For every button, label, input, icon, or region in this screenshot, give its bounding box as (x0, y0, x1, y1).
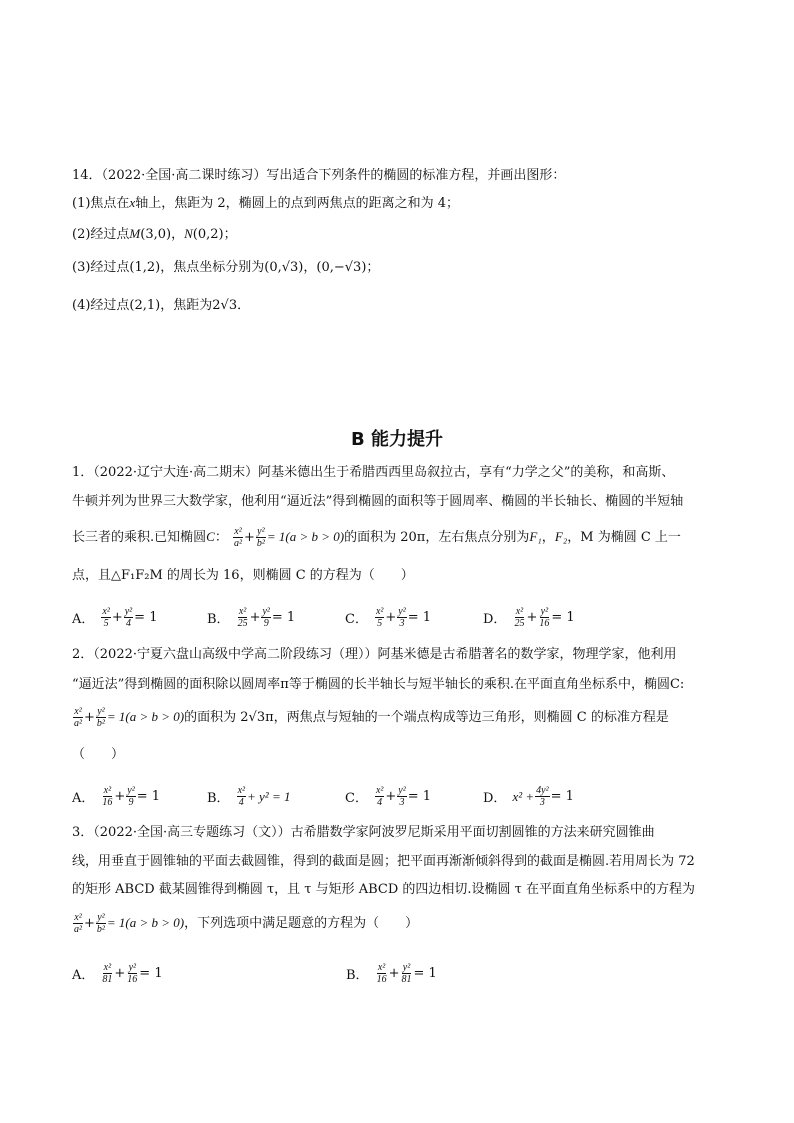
denominator: b² (96, 924, 105, 935)
q1-option-a[interactable] (72, 606, 207, 629)
q3-option-a[interactable] (72, 962, 346, 985)
q2-l3-condition: = 1(a > b > 0) (106, 709, 185, 724)
numerator: x² (103, 962, 112, 973)
q1-option-d[interactable] (483, 606, 575, 629)
plus-sign: + (249, 610, 261, 625)
q2-line-3 (72, 706, 732, 729)
q14-c2-end: ； (223, 227, 237, 242)
q2-line-4: （ ） (72, 747, 125, 762)
numerator: y² (398, 785, 406, 796)
option-label: A． (72, 612, 95, 627)
denominator: 4 (238, 797, 244, 808)
denominator: 16 (127, 974, 138, 985)
numerator: x² (102, 606, 110, 617)
fraction (397, 606, 406, 629)
equals-one: = 1 (271, 610, 296, 625)
equals-one: = 1 (136, 789, 161, 804)
fraction (538, 606, 550, 629)
denominator: b² (96, 718, 105, 729)
numerator: x² (103, 785, 112, 796)
denominator: a² (233, 538, 242, 549)
denominator: 5 (103, 618, 109, 629)
numerator: y² (128, 962, 137, 973)
fraction (237, 785, 246, 808)
option-label: A． (72, 968, 95, 983)
option-label: C． (345, 791, 368, 806)
fraction (237, 606, 249, 629)
fraction (101, 785, 113, 808)
denominator: 4 (125, 618, 131, 629)
fraction (101, 962, 113, 985)
denominator: 25 (237, 618, 248, 629)
fraction (400, 962, 412, 985)
q14-c3-text: (3)经过点 (72, 260, 130, 275)
q1-l3-colon: ： (214, 530, 228, 545)
option-label: B． (207, 612, 230, 627)
q2-line-1: 2．（2022·宁夏六盘山高级中学高二阶段练习（理））阿基米德是古希腊著名的数学家，物理学家，他利用 (72, 647, 677, 662)
fraction (375, 785, 384, 808)
denominator: 81 (102, 974, 113, 985)
q1-l3-sep: ， (541, 530, 555, 545)
numerator: x² (234, 526, 242, 537)
q14-condition-2 (72, 224, 732, 245)
q14-condition-4 (72, 296, 732, 316)
fraction (124, 606, 133, 629)
option-label: B． (346, 968, 369, 983)
denominator: a² (74, 924, 82, 935)
plus-sign: + (385, 610, 397, 625)
numerator: x² (515, 606, 524, 617)
q14-c2-sep: ， (171, 227, 185, 242)
q1-line-1: 1．（2022·辽宁大连·高二期末）阿基米德出生于希腊西西里岛叙拉古，享有“力学之父”的美称，和高斯、 (72, 465, 675, 480)
q2-option-a[interactable] (72, 785, 207, 808)
q1-l3-condition: = 1(a > b > 0) (266, 529, 345, 544)
denominator: 9 (263, 618, 269, 629)
equals-one: = 1 (413, 966, 437, 981)
denominator: 4 (377, 797, 383, 808)
q14-c3-text-b: ，焦点坐标分别为 (160, 260, 265, 275)
q14-c3-focus-2: (0,−√3) (316, 260, 367, 275)
numerator: y² (402, 962, 411, 973)
numerator: y² (398, 606, 406, 617)
q1-line-4: 点，且△F₁F₂M 的周长为 16，则椭圆 C 的方程为（ ） (72, 568, 414, 583)
q1-l3-C: C (206, 529, 215, 544)
q14-c4-point: (2,1) (129, 298, 161, 313)
denominator: 16 (376, 974, 387, 985)
numerator: y² (257, 526, 265, 537)
q3-options (72, 962, 437, 985)
q2-option-d[interactable] (483, 785, 574, 808)
q1-l3-text-c: ，M 为椭圆 C 上一 (567, 530, 681, 545)
equals-one: = 1 (407, 610, 432, 625)
q14-c3-sep: ， (303, 260, 317, 275)
q14-c2-M: M (129, 226, 141, 241)
denominator: 81 (401, 974, 412, 985)
plus-sign: + (114, 789, 126, 804)
q14-c2-text: (2)经过点 (72, 227, 130, 242)
q3-line-4 (72, 912, 732, 935)
option-label: D． (483, 791, 507, 806)
q14-c1-text-b: 轴上，焦距为 2，椭圆上的点到两焦点的距离之和为 4； (135, 196, 460, 211)
option-label: C． (345, 612, 368, 627)
q14-c3-end: ； (366, 260, 380, 275)
q1-options (72, 606, 575, 629)
numerator: 4y² (536, 785, 549, 796)
section-title: B 能力提升 (351, 429, 443, 450)
plus-sign: + (388, 966, 400, 981)
q1-option-b[interactable] (207, 606, 345, 629)
numerator: y² (127, 785, 135, 796)
q3-option-b[interactable] (346, 962, 437, 985)
plus-sign: + (84, 916, 95, 931)
denominator: 3 (399, 618, 405, 629)
q14-c1-text-a: (1)焦点在 (72, 196, 130, 211)
fraction (375, 606, 384, 629)
denominator: 9 (128, 797, 134, 808)
fraction (73, 706, 83, 729)
denominator: b² (256, 538, 265, 549)
q1-l3-F1: F₁ (529, 529, 542, 544)
fraction (513, 606, 525, 629)
q3-l4-text: ，下列选项中满足题意的方程为（ ） (184, 916, 419, 931)
q1-l3-text-b: 的面积为 20π，左右焦点分别为 (344, 530, 530, 545)
option-label: B． (207, 791, 230, 806)
numerator: y² (540, 606, 549, 617)
fraction (256, 526, 266, 549)
option-label: A． (72, 791, 95, 806)
fraction (126, 785, 135, 808)
numerator: y² (97, 912, 105, 923)
numerator: x² (377, 962, 386, 973)
q14-c4-end: ． (237, 298, 251, 313)
q2-option-c[interactable] (345, 785, 483, 808)
q1-line-3 (72, 526, 732, 549)
equals-one: = 1 (134, 610, 158, 625)
q14-c4-text: (4)经过点 (72, 298, 130, 313)
q2-options (72, 785, 574, 808)
equals-one: = 1 (550, 789, 574, 804)
q2-option-b-tail: + y² = 1 (247, 788, 291, 804)
q3-line-2: 线，用垂直于圆锥轴的平面去截圆锥，得到的截面是圆；把平面再渐渐倾斜得到的截面是椭圆.若用周长为 72 (72, 854, 695, 869)
fraction (261, 606, 270, 629)
q14-condition-1 (72, 193, 732, 214)
q2-line-2: “逼近法”得到椭圆的面积除以圆周率π等于椭圆的长半轴长与短半轴长的乘积.在平面直角坐标系中，椭圆C: (72, 677, 685, 692)
equals-one: = 1 (407, 789, 432, 804)
q14-c2-M-coord: (3,0) (140, 227, 172, 242)
plus-sign: + (84, 710, 95, 725)
q3-line-1: 3．（2022·全国·高三专题练习（文））古希腊数学家阿波罗尼斯采用平面切割圆锥的方法来研究圆锥曲 (72, 825, 655, 840)
numerator: x² (237, 785, 245, 796)
q1-option-c[interactable] (345, 606, 483, 629)
q14-c3-focus-1: (0,√3) (264, 260, 304, 275)
numerator: y² (97, 706, 105, 717)
q14-c4-value: 2√3 (212, 298, 238, 313)
fraction (73, 912, 83, 935)
denominator: 25 (514, 618, 525, 629)
equals-one: = 1 (551, 610, 575, 625)
plus-sign: + (526, 610, 538, 625)
denominator: 16 (102, 797, 113, 808)
numerator: x² (238, 606, 247, 617)
denominator: 3 (399, 797, 405, 808)
option-label: D． (483, 612, 507, 627)
q1-l3-text: 长三者的乘积.已知椭圆 (72, 530, 207, 545)
q14-c2-N-coord: (0,2) (192, 227, 224, 242)
plus-sign: + (111, 610, 123, 625)
q14-c3-point: (1,2) (129, 260, 161, 275)
fraction (535, 785, 549, 808)
q14-c2-N: N (184, 226, 193, 241)
numerator: y² (262, 606, 270, 617)
q1-l3-F2: F₂ (554, 529, 568, 544)
numerator: y² (124, 606, 133, 617)
q14-stem-text: 14．（2022·全国·高二课时练习）写出适合下列条件的椭圆的标准方程，并画出图形： (72, 168, 566, 183)
numerator: x² (74, 706, 82, 717)
numerator: x² (375, 606, 384, 617)
denominator: 16 (539, 618, 550, 629)
plus-sign: + (385, 789, 397, 804)
fraction (101, 606, 110, 629)
fraction (126, 962, 138, 985)
denominator: 3 (539, 797, 545, 808)
q14-c1-x: x (129, 195, 136, 210)
q2-option-d-head: x² + (512, 788, 535, 804)
plus-sign: + (114, 966, 126, 981)
q3-l4-condition: = 1(a > b > 0) (106, 915, 185, 930)
plus-sign: + (243, 530, 255, 545)
q1-line-2: 牛顿并列为世界三大数学家，他利用“逼近法”得到椭圆的面积等于圆周率、椭圆的半长轴长、椭圆的半短轴 (72, 494, 684, 509)
denominator: a² (74, 718, 82, 729)
q14-c4-text-b: ，焦距为 (160, 298, 213, 313)
q2-option-b[interactable] (207, 785, 345, 808)
q2-l3-text: 的面积为 2√3π，两焦点与短轴的一个端点构成等边三角形，则椭圆 C 的标准方程是 (184, 710, 669, 725)
fraction (96, 912, 106, 935)
q14-condition-3 (72, 258, 732, 278)
numerator: x² (375, 785, 384, 796)
denominator: 5 (377, 618, 383, 629)
fraction (397, 785, 406, 808)
q3-line-3: 的矩形 ABCD 截某圆锥得到椭圆 τ，且 τ 与矩形 ABCD 的四边相切.设椭圆 τ 在平面直角坐标系中的方程为 (72, 882, 696, 897)
fraction (376, 962, 388, 985)
q14-stem (72, 166, 732, 186)
equals-one: = 1 (139, 966, 163, 981)
fraction (233, 526, 243, 549)
numerator: x² (74, 912, 82, 923)
fraction (96, 706, 106, 729)
